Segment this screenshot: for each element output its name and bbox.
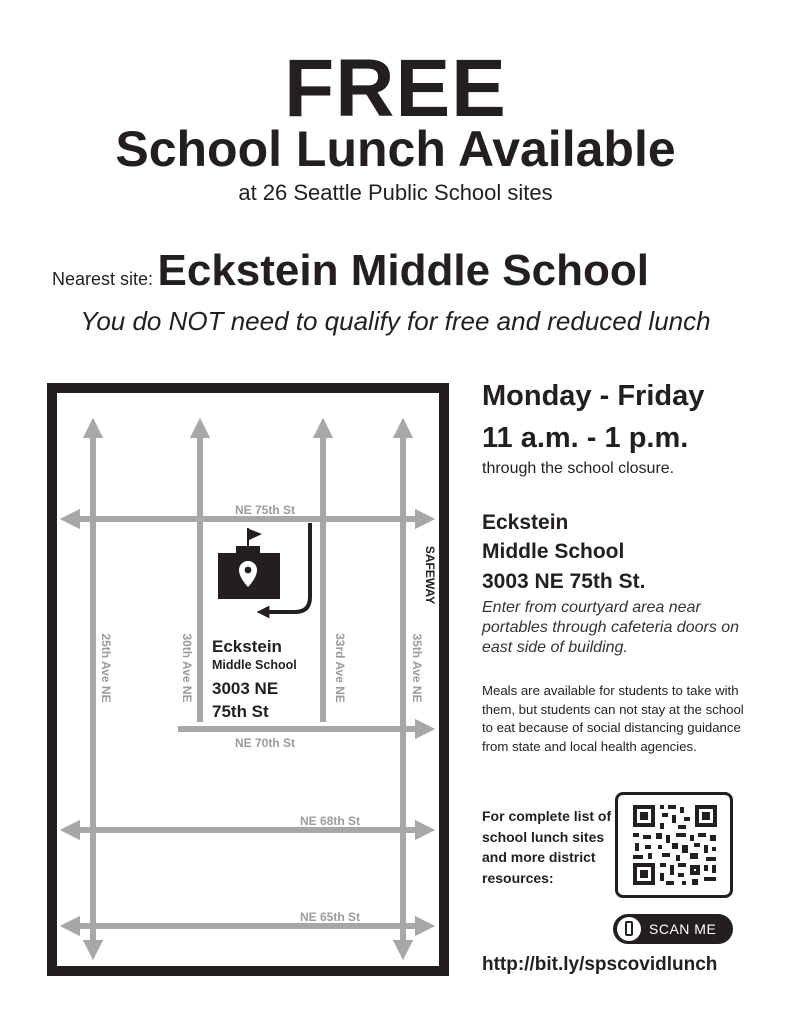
entry-instructions: Enter from courtyard area near portables through cafeteria doors on east side of building.: [482, 599, 740, 656]
phone-icon: [617, 917, 641, 941]
label-33rd-ave: 33rd Ave NE: [333, 633, 347, 703]
map-school-type: Middle School: [212, 658, 297, 672]
schedule-hours: 11 a.m. - 1 p.m.: [482, 422, 689, 454]
label-safeway: SAFEWAY: [423, 545, 437, 605]
site-name-line1: Eckstein: [482, 511, 569, 534]
site-address: 3003 NE 75th St.: [482, 570, 646, 593]
map-address-line1: 3003 NE: [212, 679, 279, 698]
free-heading: FREE: [284, 43, 507, 134]
label-ne-65th: NE 65th St: [299, 910, 361, 924]
label-30th-ave: 30th Ave NE: [180, 633, 194, 703]
label-ne-68th: NE 68th St: [299, 814, 361, 828]
nearest-site-name: Eckstein Middle School: [157, 246, 649, 295]
nearest-site-label: Nearest site:: [52, 269, 154, 289]
scan-me-badge[interactable]: [613, 914, 733, 944]
resources-text: For complete list of school lunch sites and more district resources:: [482, 808, 612, 886]
label-ne-75th: NE 75th St: [234, 503, 296, 517]
map-school-name: Eckstein: [212, 637, 282, 656]
meals-note: Meals are available for students to take with them, but students can not stay at the school to eat because of social distancing guidance from state and local health agencies.: [482, 683, 744, 754]
school-location-icon: [218, 528, 280, 599]
resources-link[interactable]: http://bit.ly/spscovidlunch: [482, 954, 718, 975]
site-name-line2: Middle School: [482, 540, 625, 563]
scan-me-label: SCAN ME: [649, 921, 717, 937]
headline: School Lunch Available: [115, 121, 676, 177]
label-35th-ave: 35th Ave NE: [410, 633, 424, 703]
label-ne-70th: NE 70th St: [234, 736, 296, 750]
map-address-line2: 75th St: [212, 702, 269, 721]
subheadline: at 26 Seattle Public School sites: [238, 180, 553, 205]
schedule-duration: through the school closure.: [482, 460, 675, 477]
schedule-days: Monday - Friday: [482, 380, 705, 412]
qr-code-icon: [618, 795, 730, 895]
qr-code[interactable]: [615, 792, 733, 898]
label-25th-ave: 25th Ave NE: [99, 633, 113, 703]
qualification-note: You do NOT need to qualify for free and reduced lunch: [80, 306, 711, 336]
